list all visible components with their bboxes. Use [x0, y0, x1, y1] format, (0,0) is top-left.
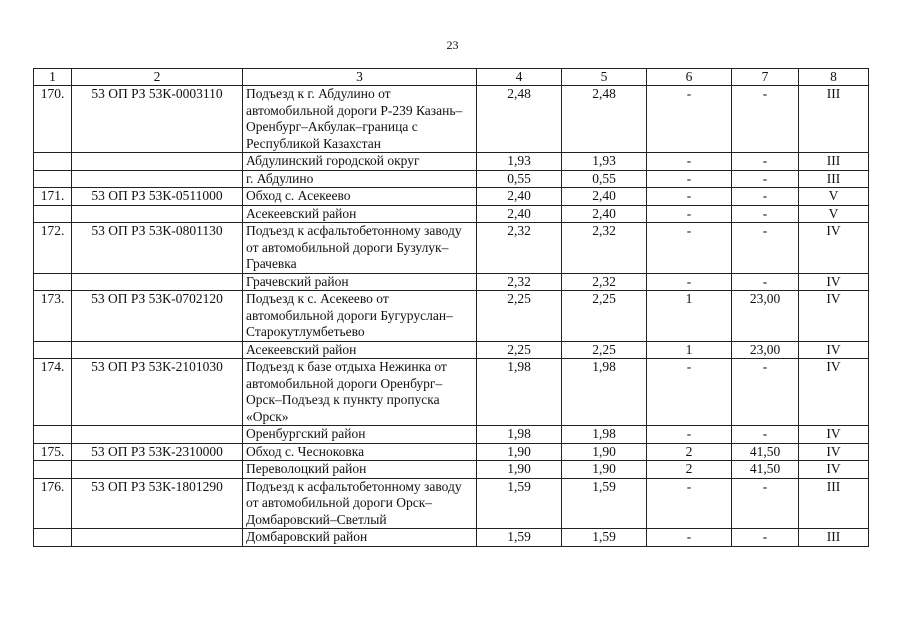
value-cell-c6: -: [647, 205, 732, 223]
entry-number: 176.: [34, 478, 72, 529]
table-row: [34, 461, 869, 479]
value-cell-c5: 2,25: [562, 291, 647, 342]
value-cell-c5: 2,25: [562, 341, 647, 359]
value-cell-c5: 1,59: [562, 478, 647, 529]
road-name: Подъезд к асфальтобетонному заводу от автомобильной дороги Бузулук–Грачевка: [243, 223, 477, 274]
value-cell-c4: 1,98: [477, 359, 562, 426]
value-cell-c7: -: [732, 478, 799, 529]
road-name: Подъезд к асфальтобетонному заводу от автомобильной дороги Орск–Домбаровский–Светлый: [243, 478, 477, 529]
value-cell-c8: V: [799, 188, 869, 206]
table-row: [34, 478, 869, 529]
value-cell-c6: -: [647, 153, 732, 171]
value-cell-c6: -: [647, 478, 732, 529]
table-row: [34, 529, 869, 547]
district-name: г. Абдулино: [243, 170, 477, 188]
value-cell-c4: 2,32: [477, 223, 562, 274]
road-code: 53 ОП РЗ 53К-1801290: [72, 478, 243, 529]
road-code: 53 ОП РЗ 53К-0702120: [72, 291, 243, 342]
table-row: [34, 86, 869, 153]
value-cell-c7: -: [732, 359, 799, 426]
column-header: 1: [34, 69, 72, 86]
road-code: [72, 273, 243, 291]
entry-number: [34, 426, 72, 444]
value-cell-c4: 2,25: [477, 291, 562, 342]
road-code: 53 ОП РЗ 53К-2310000: [72, 443, 243, 461]
value-cell-c8: III: [799, 86, 869, 153]
road-name: Подъезд к с. Асекеево от автомобильной дороги Бугуруслан–Старокутлумбетьево: [243, 291, 477, 342]
value-cell-c6: -: [647, 188, 732, 206]
value-cell-c5: 1,98: [562, 359, 647, 426]
value-cell-c7: -: [732, 188, 799, 206]
value-cell-c5: 2,32: [562, 223, 647, 274]
value-cell-c8: IV: [799, 223, 869, 274]
value-cell-c6: -: [647, 170, 732, 188]
road-code: 53 ОП РЗ 53К-0511000: [72, 188, 243, 206]
column-header: 8: [799, 69, 869, 86]
value-cell-c7: -: [732, 223, 799, 274]
district-name: Абдулинский городской округ: [243, 153, 477, 171]
table-row: [34, 153, 869, 171]
road-code: 53 ОП РЗ 53К-2101030: [72, 359, 243, 426]
road-code: [72, 170, 243, 188]
district-name: Оренбургский район: [243, 426, 477, 444]
value-cell-c6: -: [647, 223, 732, 274]
column-header: 7: [732, 69, 799, 86]
value-cell-c7: -: [732, 170, 799, 188]
entry-number: 174.: [34, 359, 72, 426]
value-cell-c4: 1,98: [477, 426, 562, 444]
value-cell-c6: -: [647, 359, 732, 426]
value-cell-c8: III: [799, 170, 869, 188]
header-row: [34, 69, 869, 86]
road-name: Обход с. Асекеево: [243, 188, 477, 206]
entry-number: [34, 273, 72, 291]
value-cell-c4: 1,59: [477, 478, 562, 529]
entry-number: [34, 341, 72, 359]
column-header: 6: [647, 69, 732, 86]
value-cell-c4: 2,25: [477, 341, 562, 359]
table-row: [34, 273, 869, 291]
entry-number: 175.: [34, 443, 72, 461]
road-code: [72, 205, 243, 223]
value-cell-c5: 1,98: [562, 426, 647, 444]
entry-number: [34, 529, 72, 547]
value-cell-c5: 2,32: [562, 273, 647, 291]
roads-register-table: [33, 68, 869, 547]
value-cell-c4: 2,48: [477, 86, 562, 153]
value-cell-c6: -: [647, 86, 732, 153]
value-cell-c6: 2: [647, 443, 732, 461]
district-name: Домбаровский район: [243, 529, 477, 547]
value-cell-c5: 2,40: [562, 188, 647, 206]
value-cell-c7: -: [732, 529, 799, 547]
value-cell-c7: -: [732, 273, 799, 291]
value-cell-c8: IV: [799, 291, 869, 342]
entry-number: [34, 170, 72, 188]
table-row: [34, 170, 869, 188]
table-row: [34, 359, 869, 426]
value-cell-c5: 2,48: [562, 86, 647, 153]
value-cell-c8: III: [799, 153, 869, 171]
column-header: 3: [243, 69, 477, 86]
value-cell-c4: 1,90: [477, 461, 562, 479]
road-code: [72, 153, 243, 171]
value-cell-c4: 2,40: [477, 205, 562, 223]
road-code: [72, 426, 243, 444]
value-cell-c7: -: [732, 205, 799, 223]
entry-number: 170.: [34, 86, 72, 153]
value-cell-c7: -: [732, 153, 799, 171]
value-cell-c4: 2,40: [477, 188, 562, 206]
road-code: [72, 461, 243, 479]
value-cell-c5: 2,40: [562, 205, 647, 223]
road-name: Подъезд к г. Абдулино от автомобильной дороги Р-239 Казань–Оренбург–Акбулак–граница с Республикой Казахстан: [243, 86, 477, 153]
value-cell-c6: 1: [647, 291, 732, 342]
value-cell-c5: 1,90: [562, 443, 647, 461]
value-cell-c7: 23,00: [732, 341, 799, 359]
value-cell-c7: -: [732, 426, 799, 444]
column-header: 5: [562, 69, 647, 86]
value-cell-c6: -: [647, 426, 732, 444]
value-cell-c5: 1,59: [562, 529, 647, 547]
value-cell-c8: III: [799, 529, 869, 547]
road-code: 53 ОП РЗ 53К-0003110: [72, 86, 243, 153]
value-cell-c4: 2,32: [477, 273, 562, 291]
value-cell-c8: IV: [799, 341, 869, 359]
road-code: [72, 529, 243, 547]
district-name: Асекеевский район: [243, 205, 477, 223]
road-code: [72, 341, 243, 359]
value-cell-c5: 0,55: [562, 170, 647, 188]
table-row: [34, 223, 869, 274]
column-header: 4: [477, 69, 562, 86]
value-cell-c8: III: [799, 478, 869, 529]
value-cell-c8: IV: [799, 426, 869, 444]
entry-number: [34, 205, 72, 223]
district-name: Грачевский район: [243, 273, 477, 291]
entry-number: [34, 153, 72, 171]
table-row: [34, 426, 869, 444]
entry-number: [34, 461, 72, 479]
value-cell-c7: 41,50: [732, 461, 799, 479]
value-cell-c4: 1,90: [477, 443, 562, 461]
value-cell-c5: 1,93: [562, 153, 647, 171]
table-body: [34, 86, 869, 547]
road-name: Подъезд к базе отдыха Нежинка от автомобильной дороги Оренбург–Орск–Подъезд к пункту пропуска «Орск»: [243, 359, 477, 426]
value-cell-c8: IV: [799, 461, 869, 479]
table-row: [34, 443, 869, 461]
district-name: Переволоцкий район: [243, 461, 477, 479]
table-row: [34, 341, 869, 359]
value-cell-c4: 0,55: [477, 170, 562, 188]
road-name: Обход с. Чесноковка: [243, 443, 477, 461]
value-cell-c8: IV: [799, 359, 869, 426]
value-cell-c4: 1,59: [477, 529, 562, 547]
road-code: 53 ОП РЗ 53К-0801130: [72, 223, 243, 274]
entry-number: 171.: [34, 188, 72, 206]
value-cell-c8: IV: [799, 273, 869, 291]
value-cell-c6: -: [647, 273, 732, 291]
value-cell-c7: 41,50: [732, 443, 799, 461]
entry-number: 173.: [34, 291, 72, 342]
table-row: [34, 205, 869, 223]
value-cell-c6: 2: [647, 461, 732, 479]
value-cell-c8: IV: [799, 443, 869, 461]
value-cell-c7: -: [732, 86, 799, 153]
value-cell-c5: 1,90: [562, 461, 647, 479]
page-number: 23: [446, 38, 459, 52]
value-cell-c6: -: [647, 529, 732, 547]
value-cell-c6: 1: [647, 341, 732, 359]
value-cell-c4: 1,93: [477, 153, 562, 171]
value-cell-c7: 23,00: [732, 291, 799, 342]
entry-number: 172.: [34, 223, 72, 274]
value-cell-c8: V: [799, 205, 869, 223]
table-row: [34, 291, 869, 342]
column-header: 2: [72, 69, 243, 86]
district-name: Асекеевский район: [243, 341, 477, 359]
table-row: [34, 188, 869, 206]
